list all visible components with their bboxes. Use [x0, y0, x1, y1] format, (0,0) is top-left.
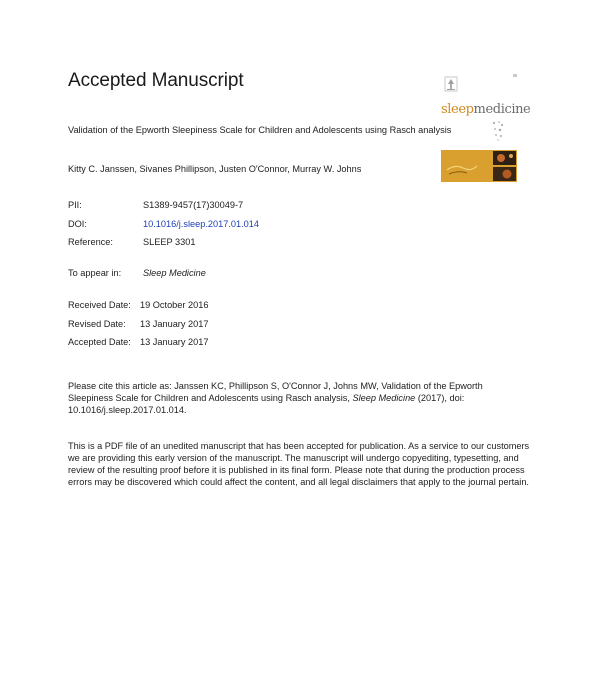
- revised-date-label: Revised Date:: [68, 319, 126, 329]
- cover-artwork-icon: [441, 150, 517, 182]
- article-title: Validation of the Epworth Sleepiness Scale for Children and Adolescents using Rasch analysis: [68, 125, 452, 135]
- citation-paragraph: [68, 380, 530, 416]
- received-date-value: 19 October 2016: [140, 300, 209, 310]
- pii-value: S1389-9457(17)30049-7: [143, 200, 244, 210]
- journal-logo-part-1: sleep: [441, 102, 474, 117]
- reference-value: SLEEP 3301: [143, 237, 196, 247]
- accepted-date-label: Accepted Date:: [68, 337, 131, 347]
- reference-row: [68, 237, 195, 247]
- doi-label: DOI:: [68, 219, 87, 229]
- accepted-date-value: 13 January 2017: [140, 337, 209, 347]
- pii-label: PII:: [68, 200, 82, 210]
- revised-date-value: 13 January 2017: [140, 319, 209, 329]
- journal-cover-thumbnail: [441, 150, 517, 182]
- citation-prefix: Please cite this article as: Janssen KC, Phillipson S, O'Connor J, Johns MW, Validation of the Epworth Sleepiness Scale for Children and Adolescents using Rasch analysis,: [68, 381, 483, 403]
- journal-logo-part-2: medicine: [473, 102, 531, 117]
- publisher-tree-logo-icon: [444, 76, 458, 92]
- doi-link[interactable]: 10.1016/j.sleep.2017.01.014: [143, 219, 259, 229]
- disclaimer-paragraph: This is a PDF file of an unedited manuscript that has been accepted for publication. As a service to our customers we are providing this early version of the manuscript. The manuscript will undergo copyediting, typesetting, and review of the resulting proof before it is published in its final form. Please note that during the production process errors may be discovered which could affect the content, and all legal disclaimers that apply to the journal pertain.: [68, 441, 530, 487]
- appear-row: [68, 268, 206, 278]
- doi-row: [68, 219, 259, 229]
- page-heading: Accepted Manuscript: [68, 70, 244, 91]
- received-date-label: Received Date:: [68, 300, 131, 310]
- citation-suffix: (2017), doi: 10.1016/j.sleep.2017.01.014.: [68, 393, 465, 415]
- author-list: Kitty C. Janssen, Sivanes Phillipson, Justen O'Connor, Murray W. Johns: [68, 164, 362, 174]
- citation-journal: Sleep Medicine: [352, 393, 416, 403]
- decorative-mark: [513, 74, 517, 77]
- journal-logo: [441, 102, 530, 117]
- revised-date-row: [68, 319, 208, 329]
- appear-label: To appear in:: [68, 268, 122, 278]
- pii-row: [68, 200, 243, 210]
- accepted-date-row: [68, 337, 208, 347]
- journal-emblem-icon: [491, 120, 505, 142]
- reference-label: Reference:: [68, 237, 113, 247]
- appear-journal: Sleep Medicine: [143, 268, 206, 278]
- received-date-row: [68, 300, 208, 310]
